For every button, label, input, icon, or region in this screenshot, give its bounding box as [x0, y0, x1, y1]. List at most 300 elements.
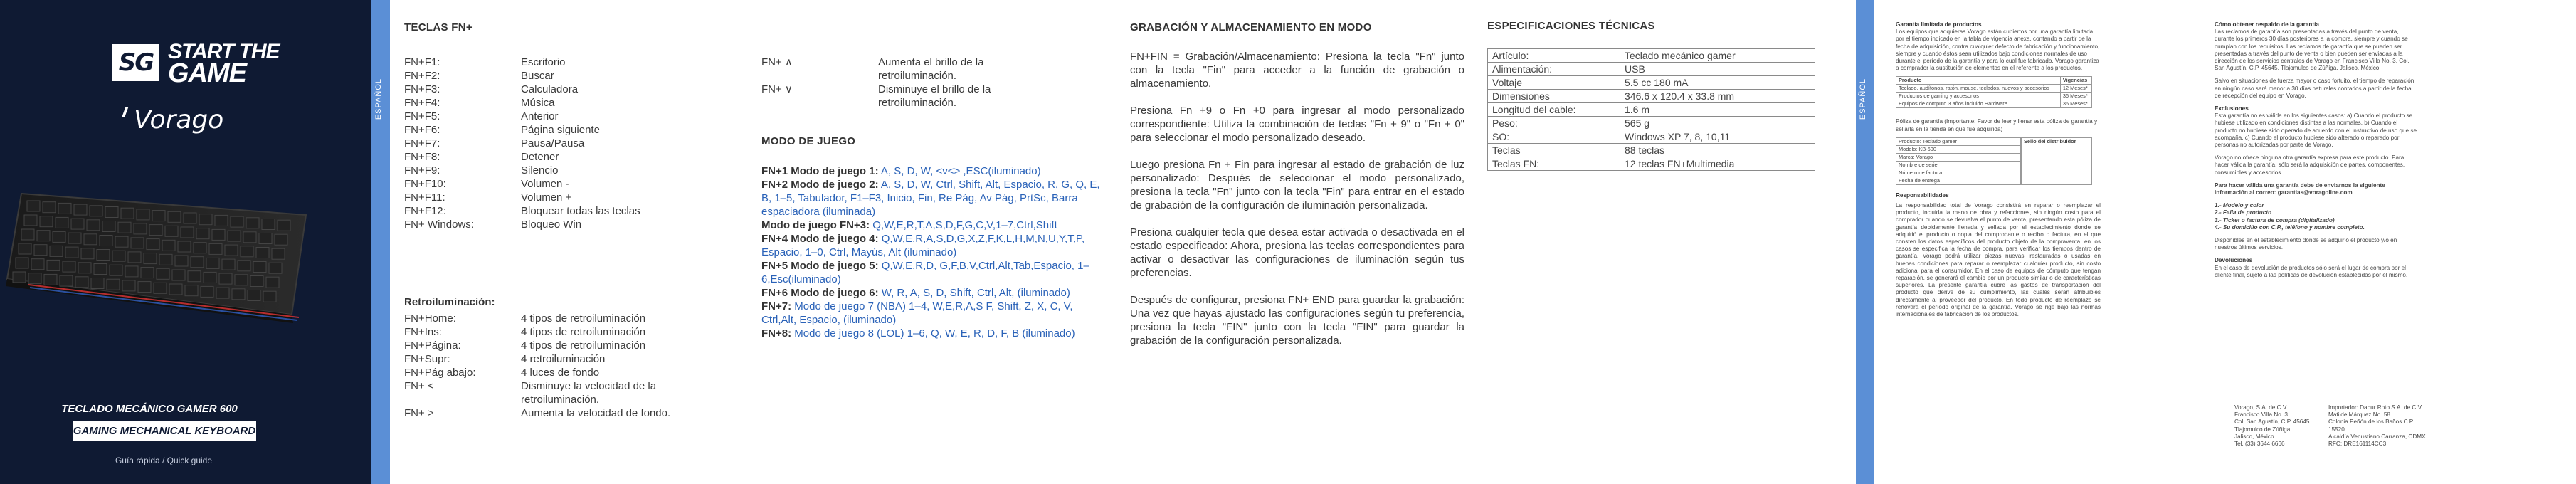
keycap — [141, 268, 154, 278]
key-action: Buscar — [521, 70, 554, 82]
key-action: Aumenta el brillo de la retroiluminación. — [878, 56, 984, 82]
keycap — [84, 234, 97, 245]
key-action: Volumen - — [521, 178, 569, 190]
key-combo: FN+F11: — [404, 191, 445, 204]
fn-keys-list — [404, 56, 717, 231]
keycap — [91, 278, 104, 289]
key-row — [404, 325, 717, 339]
validity-cell: 36 Meses* — [2060, 93, 2091, 100]
game-mode-label: FN+8: — [761, 327, 792, 340]
validity-cell: Equipos de cómputo 3 años incluido Hardware — [1896, 100, 2061, 108]
language-tab-left — [371, 0, 390, 484]
product-subtitle: GAMING MECHANICAL KEYBOARD — [73, 421, 256, 441]
keycap — [28, 273, 41, 284]
brand-line-1: START THE — [168, 40, 280, 63]
key-combo: FN+Supr: — [404, 353, 450, 365]
game-mode-item — [761, 178, 1110, 219]
key-row — [761, 83, 996, 110]
keycap — [154, 283, 167, 293]
keycap — [204, 272, 216, 283]
keycap — [128, 252, 141, 263]
policy-form-table — [1896, 137, 2021, 185]
keycap — [43, 202, 56, 213]
backlight-list — [404, 312, 717, 420]
validity-header-cell: Producto — [1896, 77, 2061, 85]
keycap — [243, 232, 256, 243]
keycap — [21, 229, 34, 240]
form-field: Nombre de serie — [1896, 161, 2021, 169]
keycap — [125, 266, 138, 277]
keycap — [110, 265, 122, 275]
recording-paragraph: FN+FIN = Grabación/Almacenamiento: Presiona la tecla "Fn" junto con la tecla "Fin" para acceder a la función de grabación o almacenamiento. — [1130, 51, 1464, 90]
spec-value: USB — [1620, 63, 1815, 76]
key-row — [404, 164, 717, 177]
key-combo: FN+ ∧ — [761, 56, 793, 68]
key-row — [404, 352, 717, 366]
form-field: Fecha de entrega — [1896, 177, 2021, 184]
key-combo: FN+F9: — [404, 164, 440, 177]
address-line: Col. San Agustín, C.P. 45645 — [2234, 419, 2310, 426]
keycap — [181, 227, 194, 238]
key-row — [404, 204, 717, 218]
keycap — [105, 207, 118, 218]
validity-table — [1896, 76, 2092, 108]
game-mode-heading: MODO DE JUEGO — [761, 135, 856, 147]
game-mode-item — [761, 259, 1110, 286]
key-row — [404, 177, 717, 191]
keycap — [232, 289, 245, 300]
keycap — [147, 239, 159, 250]
spec-label: Peso: — [1488, 117, 1620, 130]
game-mode-label: FN+7: — [761, 300, 792, 312]
keycap — [262, 219, 275, 230]
game-mode-keys: Modo de juego 7 (NBA) 1–4, W,E,R,A,S F, Shift, Z, X, C, V, Ctrl,Alt, Espacio, (iluminado) — [761, 300, 1073, 326]
validity-cell: 12 Meses* — [2060, 85, 2091, 93]
game-mode-keys: A, S, D, W, Ctrl, Shift, Alt, Espacio, R, G, Q, E, B, 1–5, Tabulador, F1–F3, Inicio, Fin, Re Pág, Av Pág, PrtSc, Barra espaciadora (iluminada) — [761, 179, 1100, 218]
game-mode-item — [761, 327, 1110, 340]
address-line: Jalisco, México. — [2234, 433, 2276, 440]
keycap — [112, 251, 125, 261]
specs-table — [1487, 48, 1815, 171]
specs-heading: ESPECIFICACIONES TÉCNICAS — [1487, 20, 1655, 32]
keycap — [74, 204, 87, 215]
spec-value: 1.6 m — [1620, 103, 1815, 117]
form-row — [1896, 169, 2021, 177]
validity-row — [1896, 85, 2092, 93]
game-mode-label: FN+1 Modo de juego 1: — [761, 165, 879, 177]
keyboard-illustration-icon — [0, 165, 371, 350]
keycap — [231, 216, 243, 227]
validity-header-cell: Vigencias — [2060, 77, 2091, 85]
claim-extra: Salvo en situaciones de fuerza mayor o caso fortuito, el tiempo de reparación en ningún caso será menor a 30 días naturales contados a partir de la fecha de recepción del equipo en Vorago. — [2215, 78, 2414, 99]
keycap — [159, 254, 172, 265]
spec-row — [1488, 49, 1815, 63]
keycap — [246, 218, 259, 228]
keycap — [235, 275, 248, 285]
keycap — [196, 228, 209, 239]
spec-row — [1488, 144, 1815, 157]
keycap — [50, 246, 63, 256]
form-row — [1896, 137, 2021, 145]
spec-value: 346.6 x 120.4 x 33.8 mm — [1620, 90, 1815, 103]
product-title: TECLADO MECÁNICO GAMER 600 — [61, 403, 238, 415]
form-field: Producto: Teclado gamer — [1896, 137, 2021, 145]
form-row — [1896, 177, 2021, 184]
keycap — [90, 206, 102, 216]
keycap — [19, 243, 31, 254]
responsibilities-title: Responsabilidades — [1896, 191, 1949, 199]
returns-text: En el caso de devolución de productos sólo será el lugar de compra por el cliente final, sujeto a las políticas de devolución establecidas por el mismo. — [2215, 264, 2408, 278]
key-action: Aumenta la velocidad de fondo. — [521, 407, 671, 419]
address-line: Matilde Márquez No. 58 — [2328, 411, 2390, 419]
game-mode-label: FN+6 Modo de juego 6: — [761, 287, 879, 299]
warranty-intro: Los equipos que adquieras Vorago están cubiertos por una garantía limitada por el tiempo indicado en la tabla de vigencia anexa, contando a partir de la fecha de adquisición, contra cualquier defecto de fabricación y funcionamiento, siempre y cuando éstos sean utilizados bajo condiciones normales de uso durante el período de la garantía y para lo cual fue fabricado. Vorago garantiza a comprador la sustitución de elementos en el referente a los productos. — [1896, 28, 2100, 72]
key-action: Anterior — [521, 110, 559, 122]
keycap — [178, 241, 191, 252]
key-combo: FN+F4: — [404, 97, 440, 109]
spec-row — [1488, 157, 1815, 171]
keycap — [157, 268, 169, 279]
spec-label: Alimentación: — [1488, 63, 1620, 76]
keycap — [65, 247, 78, 258]
key-action: 4 tipos de retroiluminación — [521, 326, 646, 338]
keycap — [278, 220, 290, 231]
spec-label: SO: — [1488, 130, 1620, 144]
key-row — [404, 96, 717, 110]
key-row — [404, 366, 717, 379]
key-row — [761, 56, 996, 83]
game-mode-keys: A, S, D, W, <v<> ,ESC(iluminado) — [878, 165, 1041, 177]
recording-paragraph: Presiona Fn +9 o Fn +0 para ingresar al modo personalizado correspondiente: Utiliza la combinación de teclas "Fn + 9" o "Fn + 0" para seleccionar el modo personalizado deseado. — [1130, 105, 1464, 144]
key-combo: FN+F3: — [404, 83, 440, 95]
spec-row — [1488, 103, 1815, 117]
keycap — [165, 226, 178, 236]
keycap — [169, 284, 182, 295]
address-manufacturer — [2234, 404, 2313, 448]
keycap — [212, 229, 225, 240]
spec-value: 565 g — [1620, 117, 1815, 130]
keycap — [272, 248, 285, 259]
form-field: Número de factura — [1896, 169, 2021, 177]
address-line: Vorago, S.A. de C.V. — [2234, 404, 2288, 411]
key-action: 4 luces de fondo — [521, 367, 600, 379]
key-action: 4 tipos de retroiluminación — [521, 340, 646, 352]
key-combo: FN+Home: — [404, 312, 456, 325]
key-row — [404, 56, 717, 69]
spec-row — [1488, 63, 1815, 76]
key-combo: FN+Ins: — [404, 326, 442, 338]
recording-heading: GRABACIÓN Y ALMACENAMIENTO EN MODO — [1130, 21, 1372, 33]
keycap — [149, 225, 162, 236]
spec-label: Dimensiones — [1488, 90, 1620, 103]
keycap — [206, 258, 219, 268]
keycap — [34, 245, 47, 256]
key-combo: FN+F1: — [404, 56, 440, 68]
keycap — [238, 261, 250, 271]
keycap — [219, 273, 232, 284]
keycap — [144, 253, 157, 264]
language-tab-right — [1856, 0, 1874, 484]
exclusions-text: Esta garantía no es válida en los siguientes casos: a) Cuando el producto se hubiese utilizado en condiciones distintas a las normales. b) Cuando el producto no hubiese sido operado de acuerdo con el instructivo de uso que se acompaña. c) Cuando el producto hubiese sido alterado o reparado por personas no autorizadas por parte de Vorago. — [2215, 112, 2417, 149]
fn-arrow-list — [761, 56, 996, 110]
keycap — [16, 258, 28, 268]
keycap — [138, 282, 151, 293]
key-action: Bloqueo Win — [521, 219, 582, 231]
game-mode-label: FN+4 Modo de juego 4: — [761, 233, 879, 245]
spec-row — [1488, 76, 1815, 90]
claim-note-3: Disponibles en el establecimiento donde se adquirió el producto y/o en nuestros últimos servicios. — [2215, 237, 2397, 251]
start-the-game-badge: SG — [112, 44, 159, 81]
spec-label: Voltaje — [1488, 76, 1620, 90]
claim-note-1: Vorago no ofrece ninguna otra garantía expresa para este producto. Para hacer válida la garantía, sólo será la adquisición de partes, componentes, consumibles y accesorios. — [2215, 154, 2405, 176]
spec-label: Artículo: — [1488, 49, 1620, 63]
game-mode-item — [761, 232, 1110, 259]
keycap — [44, 274, 57, 285]
address-line: Francisco Villa No. 3 — [2234, 411, 2288, 419]
keycap — [37, 231, 50, 241]
claim-step: 3.- Ticket o factura de compra (digitalizado) — [2215, 216, 2335, 223]
key-combo: FN+ > — [404, 407, 434, 419]
key-action: Detener — [521, 151, 559, 163]
key-combo: FN+F12: — [404, 205, 446, 217]
keycap — [94, 264, 107, 275]
key-combo: FN+F2: — [404, 70, 440, 82]
key-action: Disminuye la velocidad de la retroiluminación. — [521, 380, 657, 406]
policy-title: Póliza de garantía (Importante: Favor de leer y llenar esta póliza de garantía y sellarla en la tienda en que fue adquirida) — [1896, 118, 2098, 132]
spec-label: Teclas FN: — [1488, 157, 1620, 171]
keycap — [102, 221, 115, 232]
address-importer — [2328, 404, 2428, 448]
validity-cell: Teclado, audífonos, ratón, mouse, teclados, nuevos y accesorios — [1896, 85, 2061, 93]
keycap — [13, 272, 26, 283]
validity-cell: 36 Meses* — [2060, 100, 2091, 108]
key-row — [404, 123, 717, 137]
keycap — [137, 209, 149, 220]
key-action: Página siguiente — [521, 124, 600, 136]
keycap — [60, 275, 73, 286]
game-mode-item — [761, 300, 1110, 327]
key-row — [404, 339, 717, 352]
claim-intro: Las reclamos de garantía son presentadas a través del punto de venta, durante los primeros 30 días posteriores a la compra, siempre y cuando se cumplan con los requisitos. Las reclamos de garantía que se pueden ser presentadas a través del punto de venta o bien pueden ser enviadas a la dirección de los servicios centrales de Vorago en Francisco Villa No. 3, Col. San Agustín, C.P. 45645, Tlajomulco de Zúñiga, Jalisco, México. — [2215, 28, 2409, 72]
claim-step: 2.- Falla de producto — [2215, 209, 2272, 216]
keycap — [194, 243, 206, 253]
keycap — [201, 286, 213, 297]
key-row — [404, 83, 717, 96]
keycap — [266, 277, 279, 288]
keycap — [24, 215, 37, 226]
key-action: Bloquear todas las teclas — [521, 205, 640, 217]
spec-row — [1488, 117, 1815, 130]
spec-value: 12 teclas FN+Multimedia — [1620, 157, 1815, 171]
keycap — [191, 257, 204, 268]
keycap — [118, 222, 131, 233]
keycap — [175, 256, 188, 266]
keycap — [184, 213, 196, 223]
keycap — [248, 290, 260, 301]
keycap — [53, 231, 65, 242]
spec-value: Windows XP 7, 8, 10,11 — [1620, 130, 1815, 144]
validity-header — [1896, 77, 2092, 85]
spec-value: Teclado mecánico gamer — [1620, 49, 1815, 63]
keycap — [241, 246, 253, 257]
keycap — [162, 240, 175, 251]
game-mode-label: Modo de juego FN+3: — [761, 219, 870, 231]
keycap — [168, 211, 181, 222]
address-line: Tel. (33) 3644 6666 — [2234, 441, 2285, 448]
form-field: Modelo: KB-600 — [1896, 145, 2021, 153]
keycap — [152, 211, 165, 221]
address-line: RFC: DRE161114CC3 — [2328, 441, 2387, 448]
keycap — [228, 231, 241, 241]
key-row — [404, 218, 717, 231]
key-row — [404, 312, 717, 325]
game-mode-label: FN+2 Modo de juego 2: — [761, 179, 879, 191]
stamp-box — [2021, 137, 2092, 185]
keycap — [188, 271, 201, 282]
key-action: Escritorio — [521, 56, 566, 68]
address-line: Importador: Dabur Roto S.A. de C.V. — [2328, 404, 2423, 411]
keycap — [131, 238, 144, 248]
keycap — [225, 245, 238, 256]
keycap — [134, 223, 147, 234]
key-combo: FN+ Windows: — [404, 219, 474, 231]
key-action: Silencio — [521, 164, 559, 177]
keycap — [209, 243, 222, 254]
fn-keys-heading: TECLAS FN+ — [404, 21, 473, 33]
keycap — [216, 288, 229, 298]
game-mode-keys: Q,W,E,R,A,S,D,G,X,Z,F,K,L,H,M,N,U,Y,T,P, Espacio, 1–0, Ctrl, Mayús, Alt (iluminado) — [761, 233, 1085, 258]
key-row — [404, 191, 717, 204]
game-mode-list — [761, 164, 1110, 340]
address-line: Tlajomulco de Zúñiga, — [2234, 426, 2292, 433]
key-combo: FN+F10: — [404, 178, 446, 190]
keycap — [31, 259, 44, 270]
game-mode-keys: Modo de juego 8 (LOL) 1–6, Q, W, E, R, D, F, B (iluminado) — [791, 327, 1075, 340]
form-row — [1896, 145, 2021, 153]
key-row — [404, 137, 717, 150]
vorago-logo: Vorago — [134, 105, 224, 135]
brand-line-2: GAME — [168, 58, 246, 88]
recording-paragraph: Luego presiona Fn + Fin para ingresar al estado de grabación de luz personalizado: Después de seleccionar el modo personalizado, presiona la tecla "Fn" junto con la tecla "Fin" para entrar en el estado de grabación de la configuración de iluminación personalizada. — [1130, 159, 1464, 211]
key-combo: FN+Pág abajo: — [404, 367, 476, 379]
language-tab-label: ESPAÑOL — [374, 78, 383, 120]
keycap — [75, 277, 88, 288]
keycap — [47, 260, 60, 270]
key-combo: FN+F8: — [404, 151, 440, 163]
keycap — [122, 280, 135, 291]
key-action: Pausa/Pausa — [521, 137, 585, 149]
key-combo: FN+F7: — [404, 137, 440, 149]
language-tab-label-right: ESPAÑOL — [1859, 78, 1867, 120]
key-combo: FN+Página: — [404, 340, 461, 352]
cover-panel — [0, 0, 371, 484]
keycap — [259, 233, 272, 244]
address-line: Alcaldía Venustiano Carranza, CDMX — [2328, 433, 2426, 440]
keycap — [256, 248, 269, 258]
key-row — [404, 110, 717, 123]
spec-row — [1488, 90, 1815, 103]
warranty-title: Garantía limitada de productos — [1896, 21, 1982, 28]
keycap — [115, 236, 128, 247]
recording-paragraphs — [1130, 50, 1464, 361]
game-mode-item — [761, 219, 1110, 232]
returns-title: Devoluciones — [2215, 257, 2253, 264]
key-action: 4 retroiluminación — [521, 353, 606, 365]
key-combo: FN+ ∨ — [761, 83, 793, 95]
keycap — [215, 215, 228, 226]
key-combo: FN+F5: — [404, 110, 440, 122]
game-mode-keys: Q,W,E,R,T,A,S,D,F,G,C,V,1–7,Ctrl,Shift — [870, 219, 1057, 231]
keycap — [78, 263, 91, 273]
keycap — [185, 285, 198, 296]
spec-label: Longitud del cable: — [1488, 103, 1620, 117]
keycap — [71, 219, 84, 229]
key-action: 4 tipos de retroiluminación — [521, 312, 646, 325]
keycap — [222, 259, 235, 270]
key-action: Volumen + — [521, 191, 572, 204]
keycap — [63, 261, 75, 272]
claim-column — [2215, 21, 2419, 286]
key-combo: FN+F6: — [404, 124, 440, 136]
keycap — [87, 220, 100, 231]
claim-step: 4.- Su domicilio con C.P., teléfono y nombre completo. — [2215, 223, 2365, 231]
form-row — [1896, 161, 2021, 169]
keycap — [56, 217, 68, 228]
keycap — [97, 250, 110, 261]
form-field: Marca: Vorago — [1896, 153, 2021, 161]
keycap — [107, 279, 120, 290]
warranty-column — [1896, 21, 2101, 318]
backlight-heading: Retroiluminación: — [404, 296, 495, 308]
keycap — [172, 270, 185, 280]
key-row — [404, 150, 717, 164]
claim-step: 1.- Modelo y color — [2215, 202, 2264, 209]
keycap — [121, 208, 134, 219]
keycap — [250, 276, 263, 287]
game-mode-item — [761, 286, 1110, 300]
spec-label: Teclas — [1488, 144, 1620, 157]
keycap — [58, 203, 71, 214]
key-row — [404, 406, 717, 420]
policy-form — [1896, 137, 2101, 185]
game-mode-item — [761, 164, 1110, 178]
spec-row — [1488, 130, 1815, 144]
claim-note-2: Para hacer válida una garantía debe de enviarnos la siguiente información al correo: garantias@voragoline.com — [2215, 182, 2385, 196]
claim-title: Cómo obtener respaldo de la garantía — [2215, 21, 2319, 28]
keycap — [253, 262, 266, 273]
keycap — [199, 214, 212, 225]
key-row — [404, 69, 717, 83]
validity-cell: Productos de gaming y accesorios — [1896, 93, 2061, 100]
keycap — [40, 216, 53, 227]
key-action: Música — [521, 97, 555, 109]
keycap — [81, 248, 94, 259]
stamp-label: Sello del distribuidor — [2022, 137, 2092, 184]
spec-value: 5.5 cc 180 mA — [1620, 76, 1815, 90]
recording-paragraph: Después de configurar, presiona FN+ END para guardar la grabación: Una vez que hayas ajustado las configuraciones según tu preferencia, presiona la tecla "FIN" junto con la tecla "FIN" para guardar la grabación de la configuración personalizada. — [1130, 294, 1464, 347]
responsibilities-text: La responsabilidad total de Vorago consistirá en reparar o reemplazar el producto, incluida la mano de obra y refacciones, sin ningún costo para el comprador cuando se devuelva el punto de venta, presentando esta póliza de garantía debidamente llenada y sellada por el establecimiento donde se adquirió el producto o copia del comprobante o recibo o factura, en el que consten los datos específicos del producto objeto de la compraventa, en los casos se especifica la fecha de compra, para verificar los tiempos dentro de garantía. Vorago podrá utilizar piezas nuevas, restauradas o usadas en buenas condiciones para reparar o reemplazar cualquier producto, sin costo adicional para el consumidor. En el caso de equipos de cómputo que tengan reparación, se generará el cambio por un producto similar o de características superiores. La presente garantía cubre las gastos de transportación del producto que derive de su cumplimiento, las cuales serán atribuibles directamente al proveedor del producto. En todo producto de reemplazo se renovará el período original de la garantía. Vorago se rige bajo las normas internacionales de fabricación de los productos. — [1896, 202, 2101, 318]
keycap — [100, 236, 112, 246]
game-mode-keys: W, R, A, S, D, Shift, Ctrl, Alt, (iluminado) — [878, 287, 1070, 299]
game-mode-keys: Q,W,E,R,D, G,F,B,V,Ctrl,Alt,Tab,Espacio, 1–6,Esc(iluminado) — [761, 260, 1089, 285]
quick-guide-label: Guía rápida / Quick guide — [115, 456, 213, 465]
keycap — [263, 291, 276, 302]
key-action: Disminuye el brillo de la retroiluminación. — [878, 83, 991, 109]
keycap — [27, 201, 40, 211]
validity-row — [1896, 93, 2092, 100]
recording-paragraph: Presiona cualquier tecla que desea estar activada o desactivada en el estado especificado: Ahora, presiona las teclas correspondientes para activar o desactivar las configuraciones de iluminación según tus preferencias. — [1130, 226, 1464, 279]
key-row — [404, 379, 717, 406]
